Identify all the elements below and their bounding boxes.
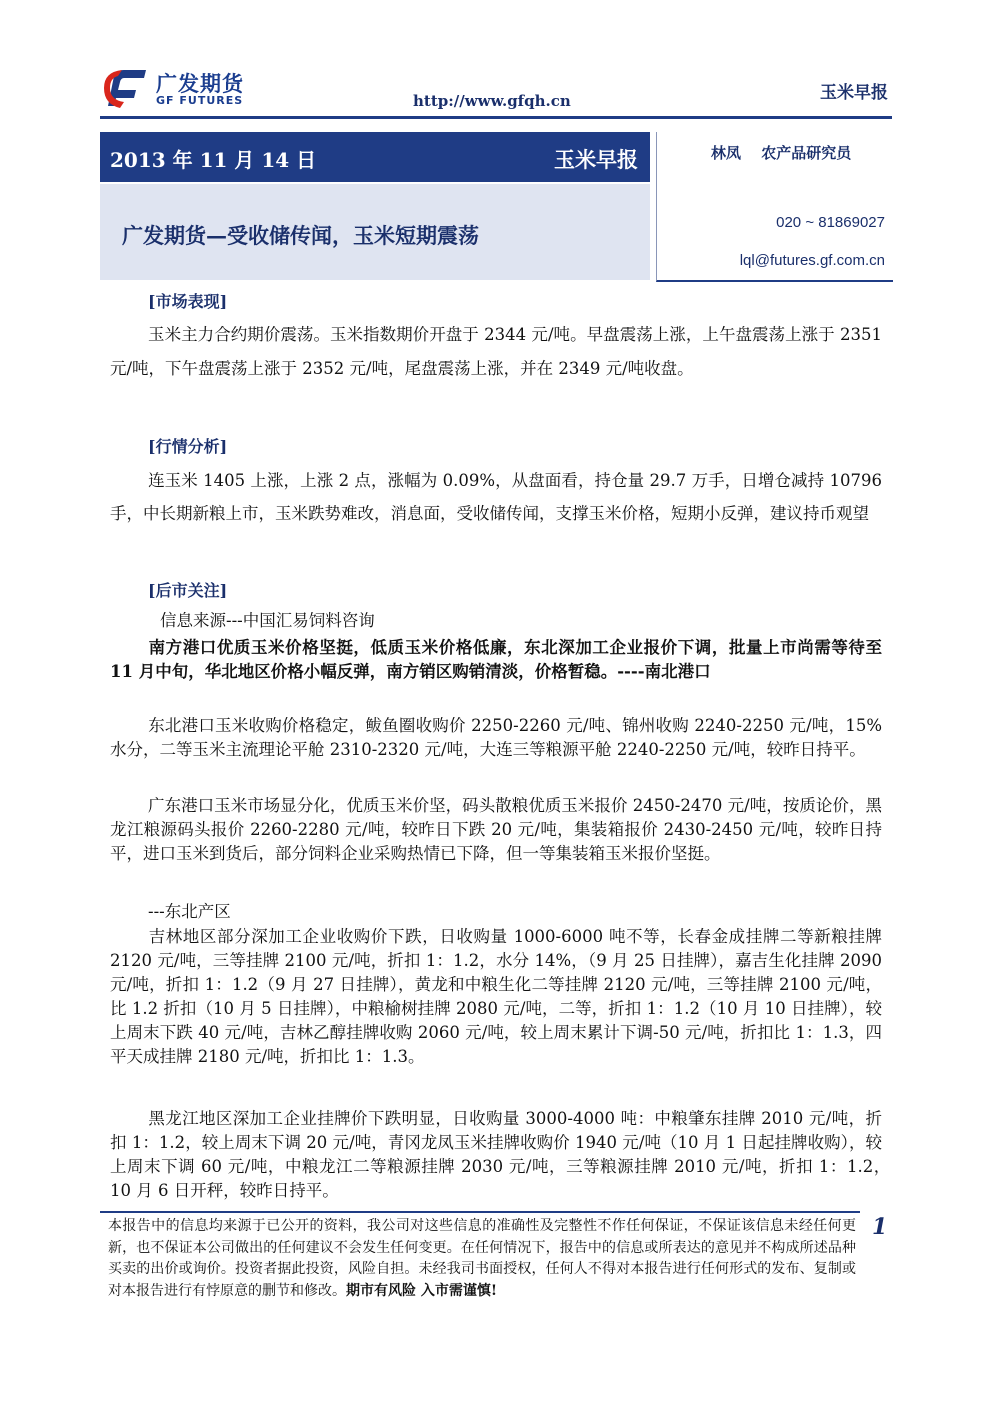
- info-source: 信息来源---中国汇易饲料咨询: [160, 611, 375, 630]
- headline-banner: [100, 184, 650, 280]
- company-logo: [100, 66, 280, 114]
- analysis-paragraph: [110, 464, 882, 530]
- section-heading-outlook: [后市关注]: [148, 581, 228, 600]
- report-date: 2013 年 11 月 14 日: [110, 148, 317, 172]
- date-banner: [100, 132, 650, 182]
- analyst-email[interactable]: lql@futures.gf.com.cn: [739, 252, 885, 269]
- gf-logo-icon: [100, 66, 150, 110]
- market-paragraph: [110, 318, 882, 386]
- outlook-paragraph-1: [110, 714, 882, 762]
- banner-title: 玉米早报: [554, 147, 638, 172]
- outlook-p2-text: 广东港口玉米市场显分化，优质玉米价坚，码头散粮优质玉米报价 2450-2470 元/吨，按质论价，黑龙江粮源码头报价 2260-2280 元/吨，较昨日下跌 20 元/吨，集装箱报价 2430-2450 元/吨，较昨日持平，进口玉米到货后，部分饲料企业采购热情已下降，但一等集装箱玉米报价坚挺。: [110, 796, 882, 863]
- logo-text-en: GF FUTURES: [156, 94, 244, 107]
- northeast-region-label: ---东北产区: [148, 902, 231, 921]
- outlook-p3-text: 吉林地区部分深加工企业收购价下跌，日收购量 1000-6000 吨不等，长春金成挂牌二等新粮挂牌 2120 元/吨，三等挂牌 2100 元/吨，折扣 1：1.2，水分 14%，（9 月 25 日挂牌），嘉吉生化挂牌 2090 元/吨，折扣 1：1.2（9 月 27 日挂牌），黄龙和中粮生化二等挂牌 2120 元/吨，三等挂牌 2100 元/吨，比 1.2 折扣（10 月 5 日挂牌），中粮榆树挂牌 2080 元/吨，二等，折扣 1：1.2（10 月 10 日挂牌），较上周末下跌 40 元/吨，吉林乙醇挂牌收购 2060 元/吨，较上周末累计下调-50 元/吨，折扣比 1：1.3，四平天成挂牌 2180 元/吨，折扣比 1：1.3。: [110, 927, 882, 1066]
- disclaimer-text: 本报告中的信息均来源于已公开的资料，我公司对这些信息的准确性及完整性不作任何保证，不保证该信息未经任何更新，也不保证本公司做出的任何建议不会发生任何变更。在任何情况下，报告中的信息或所表达的意见并不构成所述品种买卖的出价或询价。投资者据此投资，风险自担。未经我司书面授权，任何人不得对本报告进行任何形式的发布、复制或对本报告进行有悖原意的删节和修改。: [108, 1218, 856, 1299]
- header-divider: [100, 116, 892, 119]
- logo-text-cn: 广发期货: [156, 72, 244, 96]
- section-heading-analysis: [行情分析]: [148, 437, 228, 456]
- analyst-info-panel: [656, 132, 893, 282]
- outlook-summary-text: 南方港口优质玉米价格坚挺，低质玉米价格低廉，东北深加工企业报价下调，批量上市尚需等待至 11 月中旬，华北地区价格小幅反弹，南方销区购销清淡，价格暂稳。----南北港口: [110, 638, 882, 681]
- outlook-paragraph-3: [110, 925, 882, 1069]
- outlook-subheading: [110, 900, 882, 924]
- analyst-name: 林凤 农产品研究员: [711, 144, 852, 162]
- outlook-paragraph-2: [110, 794, 882, 866]
- outlook-paragraph-4: [110, 1107, 899, 1203]
- outlook-summary: [110, 636, 882, 684]
- page-number: 1: [872, 1214, 888, 1240]
- outlook-p1-text: 东北港口玉米收购价格稳定，鲅鱼圈收购价 2250-2260 元/吨、锦州收购 2240-2250 元/吨，15%水分，二等玉米主流理论平舱 2310-2320 元/吨，大连三等粮源平舱 2240-2250 元/吨，较昨日持平。: [110, 716, 882, 759]
- risk-warning: 期市有风险 入市需谨慎!: [346, 1282, 498, 1299]
- website-link[interactable]: http://www.gfqh.cn: [413, 92, 571, 110]
- outlook-p4-text: 黑龙江地区深加工企业挂牌价下跌明显，日收购量 3000-4000 吨：中粮肇东挂牌 2010 元/吨，折扣 1：1.2，较上周末下调 20 元/吨，青冈龙凤玉米挂牌收购价 1940 元/吨（10 月 1 日起挂牌收购），较上周末下调 60 元/吨，中粮龙江二等粮源挂牌 2030 元/吨，三等粮源挂牌 2010 元/吨，折扣 1：1.2， 10 月 6 日开秤，较昨日持平。: [110, 1109, 899, 1200]
- section-heading-market: [市场表现]: [148, 292, 228, 311]
- footer-divider: [100, 1211, 860, 1213]
- market-text: 玉米主力合约期价震荡。玉米指数期价开盘于 2344 元/吨。早盘震荡上涨，上午盘震荡上涨于 2351 元/吨，下午盘震荡上涨于 2352 元/吨，尾盘震荡上涨，并在 2349 元/吨收盘。: [110, 325, 882, 378]
- report-headline: 广发期货—受收储传闻，玉米短期震荡: [122, 223, 479, 248]
- disclaimer: [108, 1216, 856, 1302]
- analyst-phone: 020 ~ 81869027: [776, 214, 885, 231]
- report-type-label: 玉米早报: [820, 83, 888, 103]
- analysis-text: 连玉米 1405 上涨，上涨 2 点，涨幅为 0.09%，从盘面看，持仓量 29.7 万手，日增仓减持 10796 手，中长期新粮上市，玉米跌势难改，消息面，受收储传闻，支撑玉米价格，短期小反弹，建议持币观望: [110, 471, 882, 523]
